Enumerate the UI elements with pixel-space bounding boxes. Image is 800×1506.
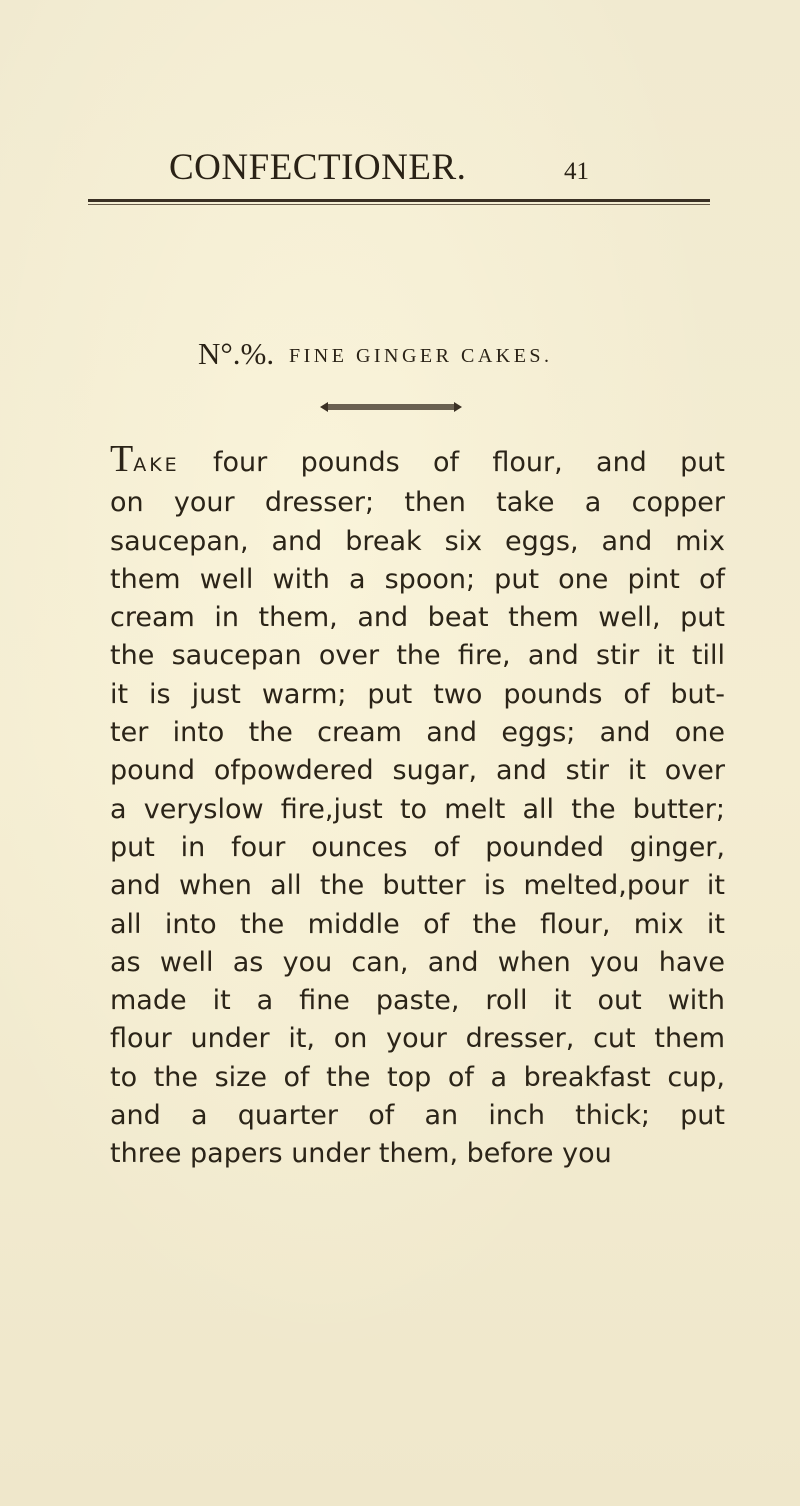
recipe-line: and a quarter of an inch thick; put xyxy=(110,1100,725,1132)
ornament-rule xyxy=(318,401,468,413)
recipe-line: put in four ounces of pounded ginger, xyxy=(110,831,725,863)
drop-cap: T xyxy=(110,438,134,480)
recipe-line: to the size of the top of a breakfast cup, xyxy=(110,1061,725,1093)
recipe-number: N°.%. xyxy=(198,336,275,371)
recipe-line: it is just warm; put two pounds of but- xyxy=(110,678,725,710)
recipe-line: pound ofpowdered sugar, and stir it over xyxy=(110,755,725,787)
recipe-line: saucepan, and break six eggs, and mix xyxy=(110,525,725,557)
recipe-line: on your dresser; then take a copper xyxy=(110,487,725,519)
first-word-rest: AKE xyxy=(133,454,180,476)
recipe-line: ter into the cream and eggs; and one xyxy=(110,717,725,749)
recipe-line-first xyxy=(110,438,725,484)
recipe-line: made it a fine paste, roll it out with xyxy=(110,985,725,1017)
page-header xyxy=(0,146,800,190)
recipe-line: them well with a spoon; put one pint of xyxy=(110,563,725,595)
recipe-line: as well as you can, and when you have xyxy=(110,946,725,978)
running-title: CONFECTIONER. xyxy=(169,147,467,188)
recipe-line: three papers under them, before you xyxy=(110,1138,612,1170)
recipe-line: flour under it, on your dresser, cut them xyxy=(110,1023,725,1055)
recipe-line: and when all the butter is melted,pour it xyxy=(110,870,725,902)
recipe-line: cream in them, and beat them well, put xyxy=(110,602,725,634)
recipe-title: FINE GINGER CAKES. xyxy=(289,345,553,367)
recipe-heading xyxy=(0,336,800,372)
recipe-line: the saucepan over the fire, and stir it till xyxy=(110,640,725,672)
recipe-line: a veryslow fire,just to melt all the butter; xyxy=(110,793,725,825)
page-number: 41 xyxy=(564,158,589,185)
recipe-line-text: four pounds of flour, and put xyxy=(179,447,725,478)
header-rule xyxy=(88,199,710,205)
recipe-body xyxy=(110,438,725,1174)
recipe-line: all into the middle of the flour, mix it xyxy=(110,908,725,940)
